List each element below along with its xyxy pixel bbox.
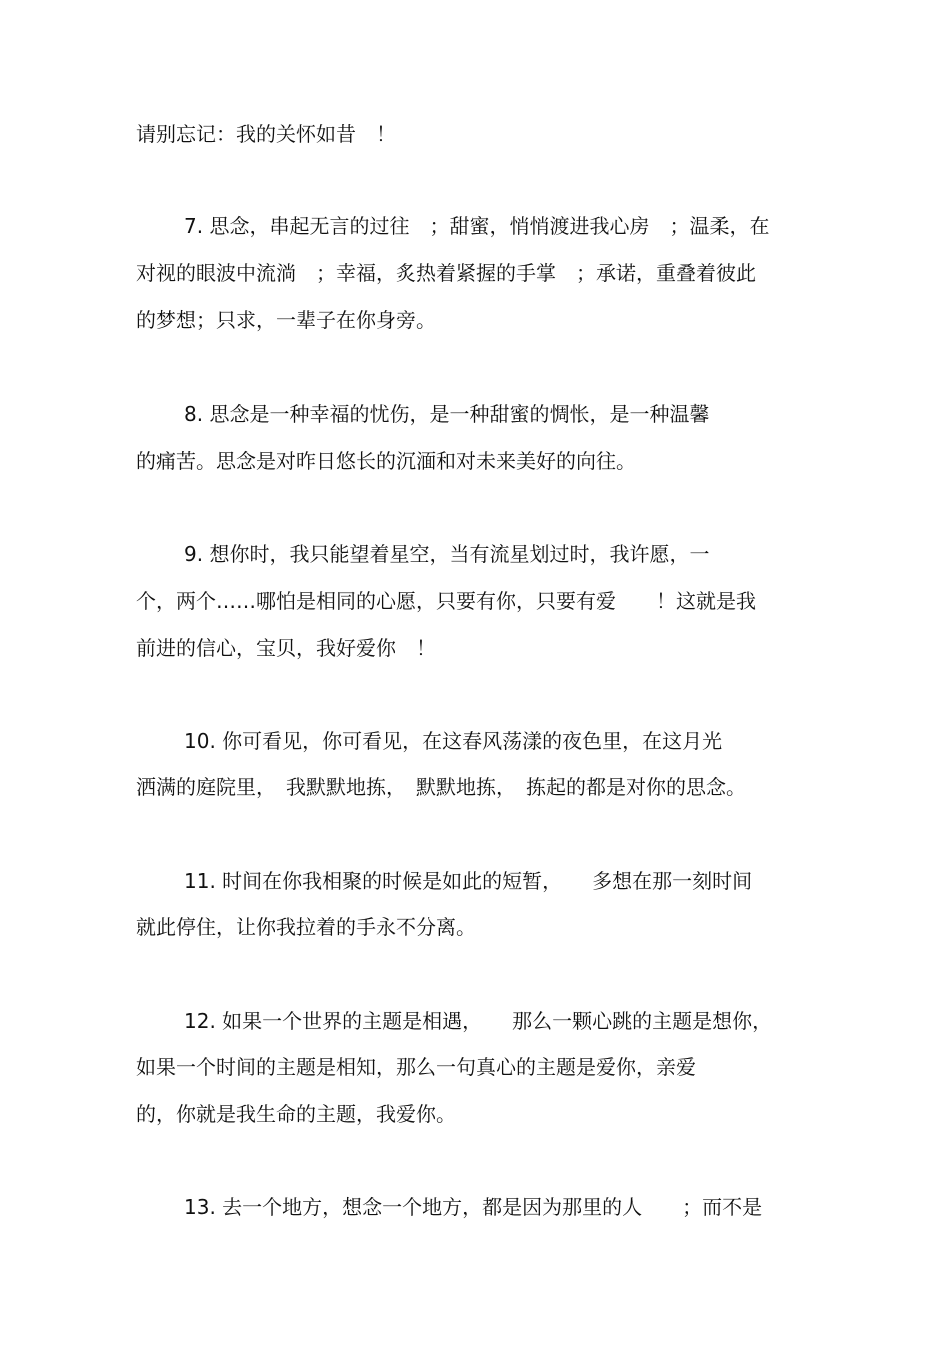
paragraph-9-line-2: 个，两个……哪怕是相同的心愿，只要有你，只要有爱 ！这就是我 xyxy=(136,589,756,613)
paragraph-7-line-2: 对视的眼波中流淌 ；幸福，炙热着紧握的手掌 ；承诺，重叠着彼此 xyxy=(136,261,756,285)
paragraph-10-line-1: 10. 你可看见，你可看见，在这春风荡漾的夜色里，在这月光 xyxy=(184,729,723,753)
paragraph-12-line-3: 的，你就是我生命的主题，我爱你。 xyxy=(136,1102,456,1126)
paragraph-11-line-1: 11. 时间在你我相聚的时候是如此的短暂， 多想在那一刻时间 xyxy=(184,869,753,893)
text-line: 请别忘记：我的关怀如昔 ！ xyxy=(136,122,396,146)
paragraph-9-line-3: 前进的信心，宝贝，我好爱你 ！ xyxy=(136,636,436,660)
paragraph-13-line-1: 13. 去一个地方，想念一个地方，都是因为那里的人 ；而不是 xyxy=(184,1195,763,1219)
paragraph-11-line-2: 就此停住，让你我拉着的手永不分离。 xyxy=(136,915,476,939)
paragraph-7-line-3: 的梦想；只求，一辈子在你身旁。 xyxy=(136,308,436,332)
paragraph-8-line-2: 的痛苦。思念是对昨日悠长的沉湎和对未来美好的向往。 xyxy=(136,449,636,473)
paragraph-8-line-1: 8. 思念是一种幸福的忧伤，是一种甜蜜的惆怅，是一种温馨 xyxy=(184,402,710,426)
paragraph-9-line-1: 9. 想你时，我只能望着星空，当有流星划过时，我许愿，一 xyxy=(184,542,710,566)
paragraph-10-line-2: 洒满的庭院里， 我默默地拣， 默默地拣， 拣起的都是对你的思念。 xyxy=(136,775,746,799)
paragraph-12-line-2: 如果一个时间的主题是相知，那么一句真心的主题是爱你，亲爱 xyxy=(136,1055,696,1079)
paragraph-7-line-1: 7. 思念，串起无言的过往 ；甜蜜，悄悄渡进我心房 ；温柔，在 xyxy=(184,214,770,238)
paragraph-12-line-1: 12. 如果一个世界的主题是相遇， 那么一颗心跳的主题是想你， xyxy=(184,1009,773,1033)
